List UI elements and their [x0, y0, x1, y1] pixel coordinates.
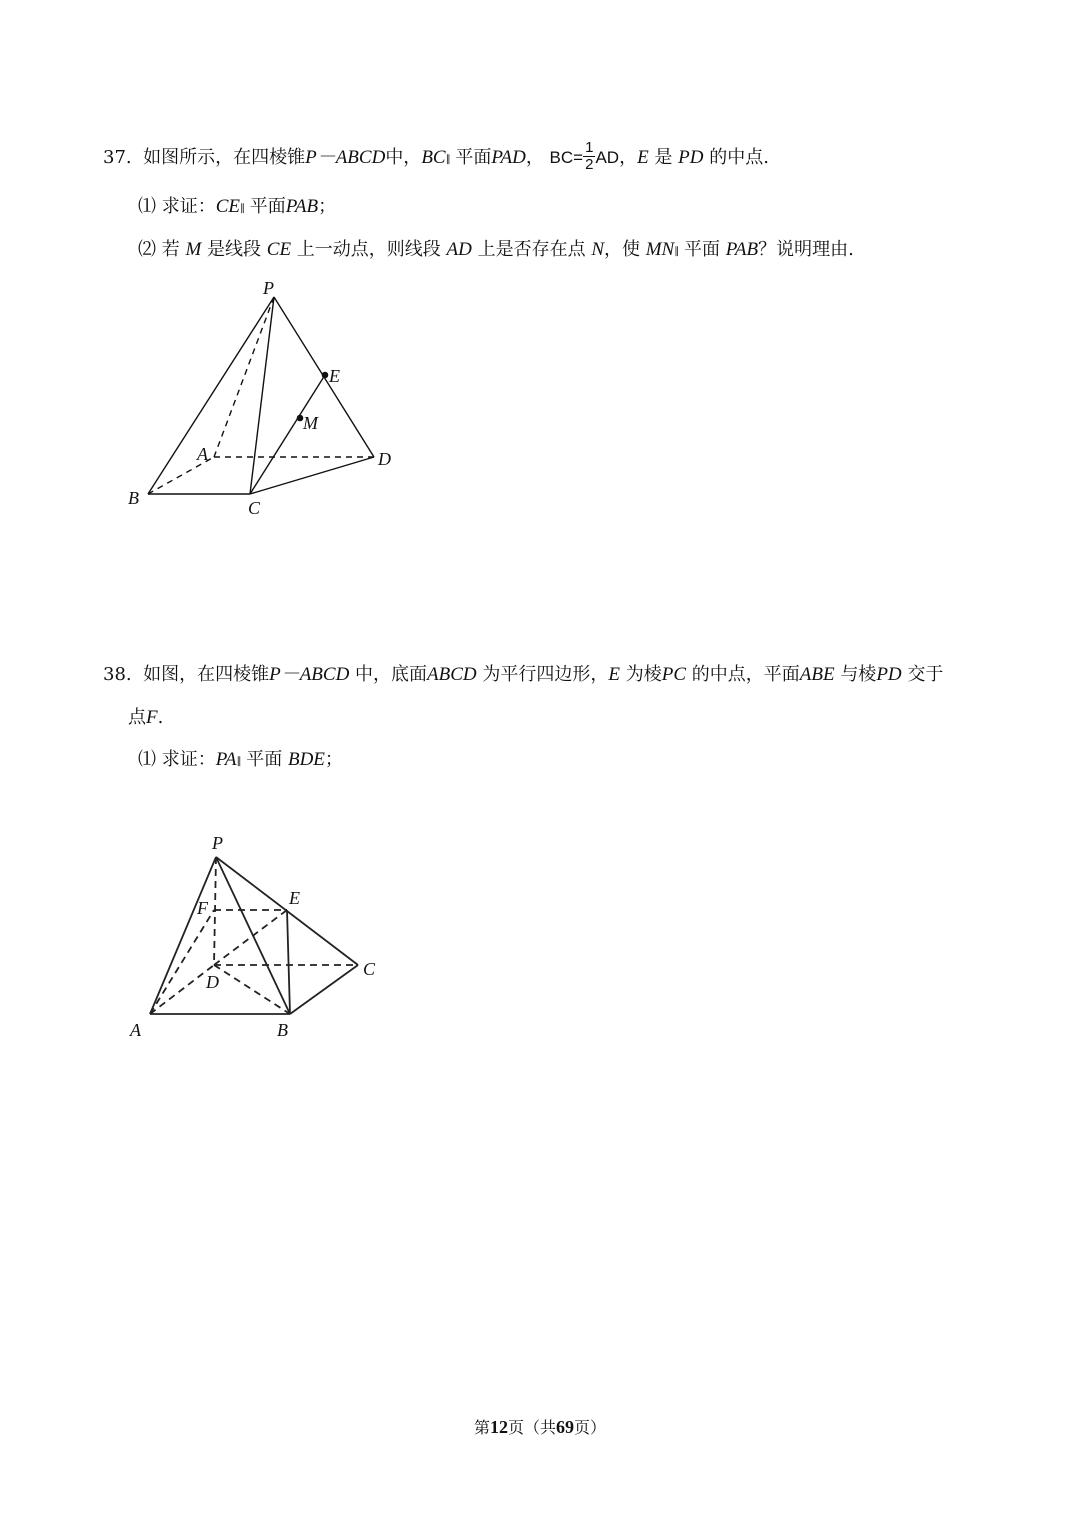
formula-bc-half-ad: BC= $\frac{1}{2}$ AD [549, 139, 620, 173]
segment-af-hidden [150, 910, 214, 1014]
label-f: F [197, 898, 208, 918]
edge-pb [148, 297, 274, 494]
label-p: P [263, 278, 274, 298]
figure-37-pyramid [148, 297, 374, 494]
q38-part1: ⑴ 求证：PA∥ 平面 BDE； [138, 749, 343, 770]
label-b: B [277, 1020, 288, 1040]
q38-stem-cont: 点F. [128, 707, 164, 728]
page-total: 69 [556, 1417, 574, 1437]
label-e: E [289, 888, 300, 908]
point-e [322, 372, 327, 377]
figure-38-pyramid [150, 857, 358, 1014]
label-c: C [248, 498, 261, 518]
label-a: A [130, 1020, 141, 1040]
label-p: P [212, 833, 223, 853]
label-m: M [303, 413, 318, 433]
q37-part1: ⑴ 求证：CE∥ 平面PAB； [138, 196, 337, 217]
label-c: C [363, 959, 376, 979]
label-b: B [128, 488, 139, 508]
q38-stem: 38. 如图，在四棱锥P－ABCD 中，底面ABCD 为平行四边形，E 为棱PC 的中点，平面ABE 与棱PD 交于 [103, 664, 944, 685]
segment-ce [250, 375, 325, 494]
edge-cd [250, 457, 374, 494]
page-footer: 第12页（共69页） [473, 1417, 607, 1437]
q37-stem: 37. 如图所示，在四棱锥P－ABCD中，BC∥ 平面PAD， BC= $\frac{1}{2}$ AD，E 是 PD 的中点. [103, 139, 769, 173]
segment-de-hidden [214, 910, 287, 965]
label-e: E [329, 366, 340, 386]
label-d: D [206, 972, 219, 992]
label-d: D [378, 449, 391, 469]
edge-pc [250, 297, 274, 494]
label-a: A [197, 444, 208, 464]
edge-bc [290, 965, 358, 1014]
q37-part2: ⑵ 若 M 是线段 CE 上一动点，则线段 AD 上是否存在点 N，使 MN∥ 平面 PAB？说明理由. [138, 239, 854, 260]
page-number: 12 [489, 1417, 508, 1437]
point-m [297, 415, 302, 420]
segment-eb [287, 910, 290, 1014]
